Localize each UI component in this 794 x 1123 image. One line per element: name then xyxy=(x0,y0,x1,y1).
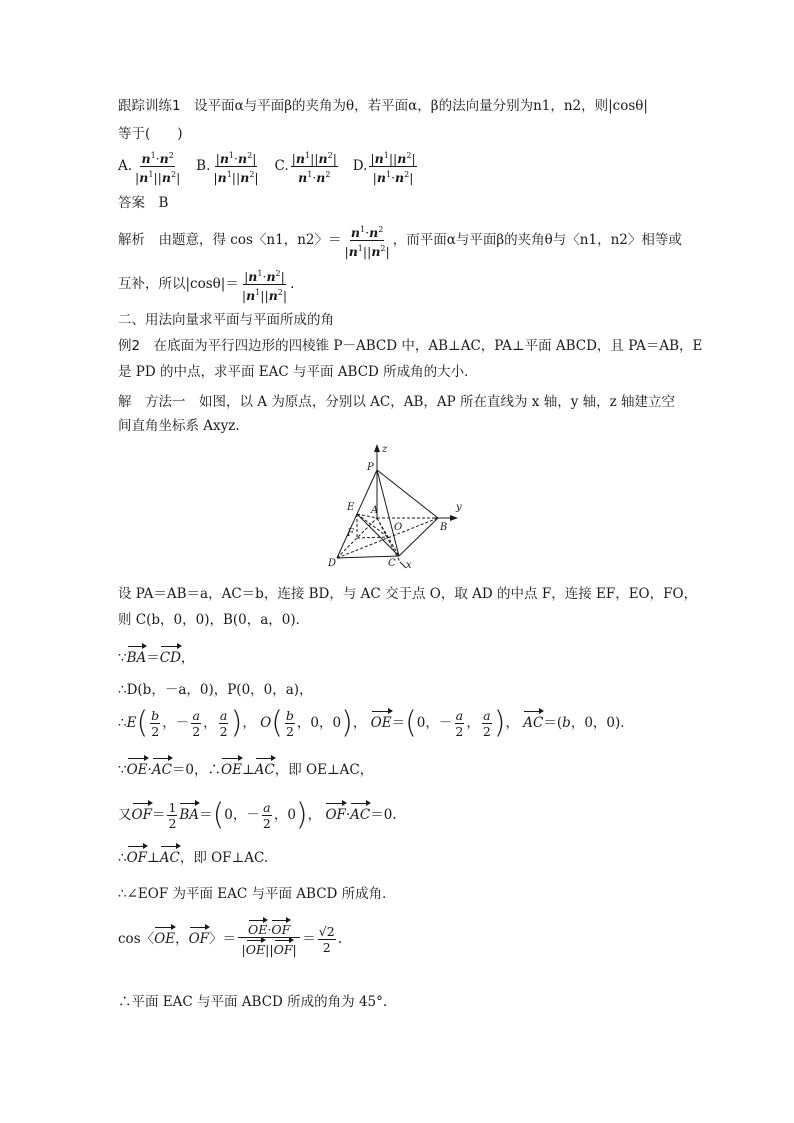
label-d: D xyxy=(328,558,337,569)
label-f: F xyxy=(347,528,354,539)
analysis-line-1: 解析 由题意，得 cos〈n1，n2〉＝ $\frac{n^1\cdot n^2}{|n^1||n^2|}$ ，而平面α与平面β的夹角θ与〈n1，n2〉相等或 xyxy=(118,222,682,259)
exercise-label: 跟踪训练1 xyxy=(118,98,181,114)
step-9: ∴∠EOF 为平面 EAC 与平面 ABCD 所成角． xyxy=(118,886,396,902)
example-line-1: 例2 在底面为平行四边形的四棱锥 P－ABCD 中，AB⊥AC，PA⊥平面 ABCD，且 PA＝AB，E xyxy=(118,338,703,354)
edge-pc xyxy=(377,470,399,556)
step-6: ∵OE·AC＝0，∴OE⊥AC，即 OE⊥AC， xyxy=(118,762,374,778)
example-label: 例2 xyxy=(118,338,141,354)
answer-label: 答案 xyxy=(118,195,145,211)
exercise-question-line-2: 等于( ) xyxy=(118,126,183,142)
label-e: E xyxy=(347,502,355,513)
label-y: y xyxy=(456,502,462,513)
step-10: cos〈OE，OF〉＝ $\frac{OE\cdot OF}{|OE||OF|}$ ＝ $\frac{√2}{2}$ . xyxy=(118,922,342,957)
option-d[interactable]: D. $\frac{|n^1||n^2|}{|n^1\cdot n^2|}$ xyxy=(353,158,419,174)
label-x: x xyxy=(406,560,412,570)
option-row xyxy=(118,148,419,185)
pyramid-figure xyxy=(320,440,480,570)
option-a[interactable]: A. $\frac{n^1\cdot n^2}{|n^1||n^2|}$ xyxy=(118,158,183,174)
step-8: ∴OF⊥AC，即 OF⊥AC. xyxy=(118,850,269,866)
answer-value: B xyxy=(158,195,169,211)
label-p: P xyxy=(367,462,374,473)
section-title: 二、用法向量求平面与平面所成的角 xyxy=(118,312,334,328)
step-2: 则 C(b，0，0)，B(0，a，0)． xyxy=(118,612,310,628)
label-b: B xyxy=(440,522,448,533)
option-c[interactable]: C. $\frac{|n^1||n^2|}{n^1\cdot n^2}$ xyxy=(275,158,340,174)
answer-line xyxy=(118,193,168,213)
exercise-text: 设平面α与平面β的夹角为θ，若平面α，β的法向量分别为n1，n2，则|cosθ| xyxy=(194,98,648,114)
step-7: 又OF＝ $\frac{1}{2}$ BA＝(0，－ $\frac{a}{2}$ ，0)， OF·AC＝0. xyxy=(118,797,397,833)
solution-line-2: 间直角坐标系 Axyz. xyxy=(118,418,240,434)
solution-line-1: 解 方法一 如图，以 A 为原点，分别以 AC，AB，AP 所在直线为 x 轴，y 轴，z 轴建立空 xyxy=(118,394,676,410)
analysis-line-2: 互补，所以|cosθ|＝ $\frac{|n^1\cdot n^2|}{|n^1||n^2|}$ . xyxy=(118,266,294,303)
label-a: A xyxy=(371,505,379,516)
step-3: ∵BA＝CD， xyxy=(118,650,195,666)
step-1: 设 PA＝AB＝a，AC＝b，连接 BD，与 AC 交于点 O，取 AD 的中点 F，连接 EF，EO，FO， xyxy=(118,586,698,602)
label-c: C xyxy=(388,558,396,569)
option-b[interactable]: B. $\frac{|n^1\cdot n^2|}{|n^1||n^2|}$ xyxy=(196,158,261,174)
label-o: O xyxy=(394,522,403,533)
step-5: ∴E( $\frac{b}{2}$ ，－ $\frac{a}{2}$ ， $\frac{a}{2}$ )， O( $\frac{b}{2}$ ，0，0)， OE＝(0，－ $\frac{a}{2}$ ， $\frac{a}{2}$ )， AC＝(b，0，0)． xyxy=(118,705,634,741)
exercise-question-line xyxy=(118,96,648,116)
label-z: z xyxy=(382,444,388,455)
example-line-2: 是 PD 的中点，求平面 EAC 与平面 ABCD 所成角的大小． xyxy=(118,364,478,380)
edge-cb xyxy=(399,518,438,556)
solution-label: 解 xyxy=(118,394,132,410)
step-11: ∴平面 EAC 与平面 ABCD 所成的角为 45°. xyxy=(118,994,388,1010)
edge-pb xyxy=(377,470,438,518)
step-4: ∴D(b，－a，0)，P(0，0，a)， xyxy=(118,682,313,698)
analysis-label: 解析 xyxy=(118,232,145,249)
